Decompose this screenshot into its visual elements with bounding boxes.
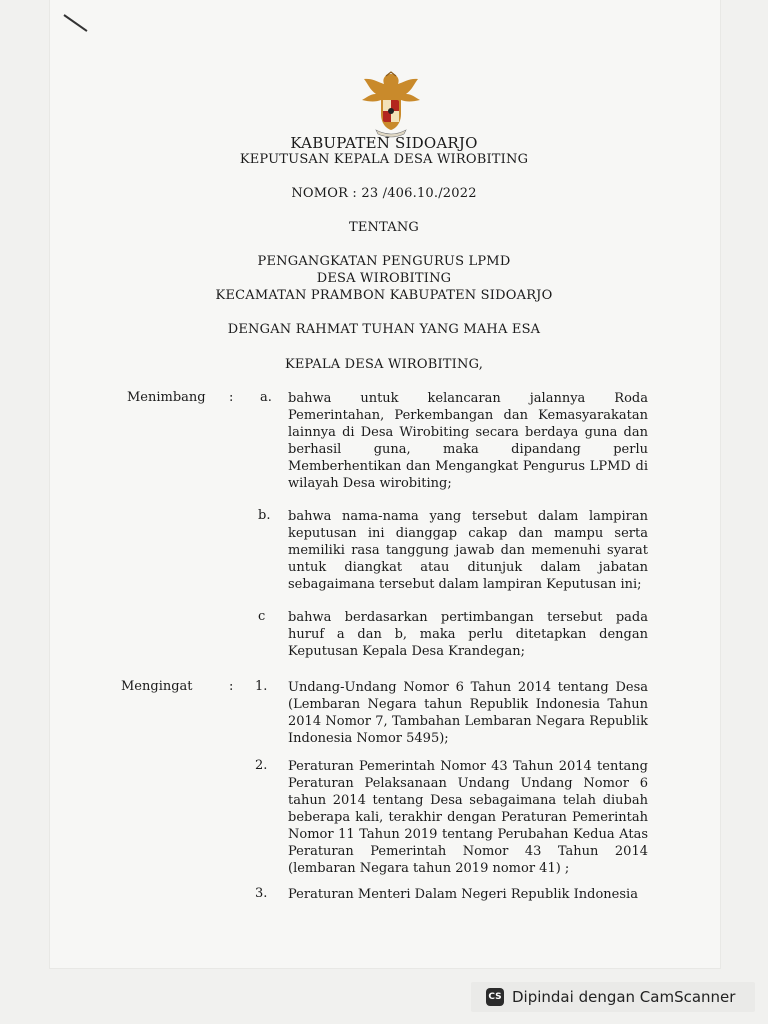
menimbang-label: Menimbang [127, 390, 206, 405]
mengingat-label: Mengingat [121, 679, 193, 694]
regency-title: KABUPATEN SIDOARJO [290, 134, 478, 152]
decree-number: NOMOR : 23 /406.10./2022 [291, 186, 477, 201]
menimbang-item-a: bahwa untuk kelancaran jalannya Roda Pemerintahan, Perkembangan dan Kemasyarakatan lainnya di Desa Wirobiting secara berdaya guna dan berhasil guna, maka dipandang perlu Memberhentikan dan Mengangkat Pengurus LPMD di wilayah Desa wirobiting; [288, 391, 648, 491]
subject-line-1: PENGANGKATAN PENGURUS LPMD [257, 254, 511, 269]
mengingat-item-3: Peraturan Menteri Dalam Negeri Republik Indonesia [288, 887, 638, 902]
menimbang-item-c: bahwa berdasarkan pertimbangan tersebut pada huruf a dan b, maka perlu ditetapkan dengan Keputusan Kepala Desa Krandegan; [288, 610, 648, 659]
subject-line-2: DESA WIROBITING [316, 271, 452, 286]
menimbang-marker-b: b. [258, 508, 271, 523]
decree-title: KEPUTUSAN KEPALA DESA WIROBITING [239, 152, 529, 167]
blessing-line: DENGAN RAHMAT TUHAN YANG MAHA ESA [227, 322, 541, 337]
mengingat-marker-3: 3. [255, 886, 268, 901]
mengingat-marker-2: 2. [255, 758, 268, 773]
mengingat-item-2: Peraturan Pemerintah Nomor 43 Tahun 2014 tentang Peraturan Pelaksanaan Undang Undang Nomor 6 tahun 2014 tentang Desa sebagaimana telah diubah beberapa kali, terakhir dengan Peraturan Pemerintah Nomor 11 Tahun 2019 tentang Perubahan Kedua Atas Peraturan Pemerintah Nomor 43 Tahun 2014 (lembaran Negara tahun 2019 nomor 41) ; [288, 759, 648, 876]
camscanner-watermark [471, 982, 755, 1012]
menimbang-colon: : [229, 390, 234, 405]
menimbang-marker-a: a. [260, 390, 272, 405]
mengingat-item-1: Undang-Undang Nomor 6 Tahun 2014 tentang Desa (Lembaran Negara tahun Republik Indonesia Tahun 2014 Nomor 7, Tambahan Lembaran Negara Republik Indonesia Nomor 5495); [288, 680, 648, 746]
about-heading: TENTANG [348, 220, 420, 235]
mengingat-colon: : [229, 679, 234, 694]
menimbang-marker-c: c [258, 609, 266, 624]
garuda-emblem-icon [358, 70, 424, 138]
camscanner-logo-icon: CS [486, 988, 504, 1006]
subject-line-3: KECAMATAN PRAMBON KABUPATEN SIDOARJO [215, 288, 553, 303]
menimbang-item-b: bahwa nama-nama yang tersebut dalam lampiran keputusan ini dianggap cakap dan mampu serta memiliki rasa tanggung jawab dan memenuhi syarat untuk diangkat atau ditunjuk dalam jabatan sebagaimana tersebut dalam lampiran Keputusan ini; [288, 509, 648, 592]
mengingat-marker-1: 1. [255, 679, 268, 694]
camscanner-text: Dipindai dengan CamScanner [512, 988, 736, 1006]
head-title: KEPALA DESA WIROBITING, [284, 357, 484, 372]
